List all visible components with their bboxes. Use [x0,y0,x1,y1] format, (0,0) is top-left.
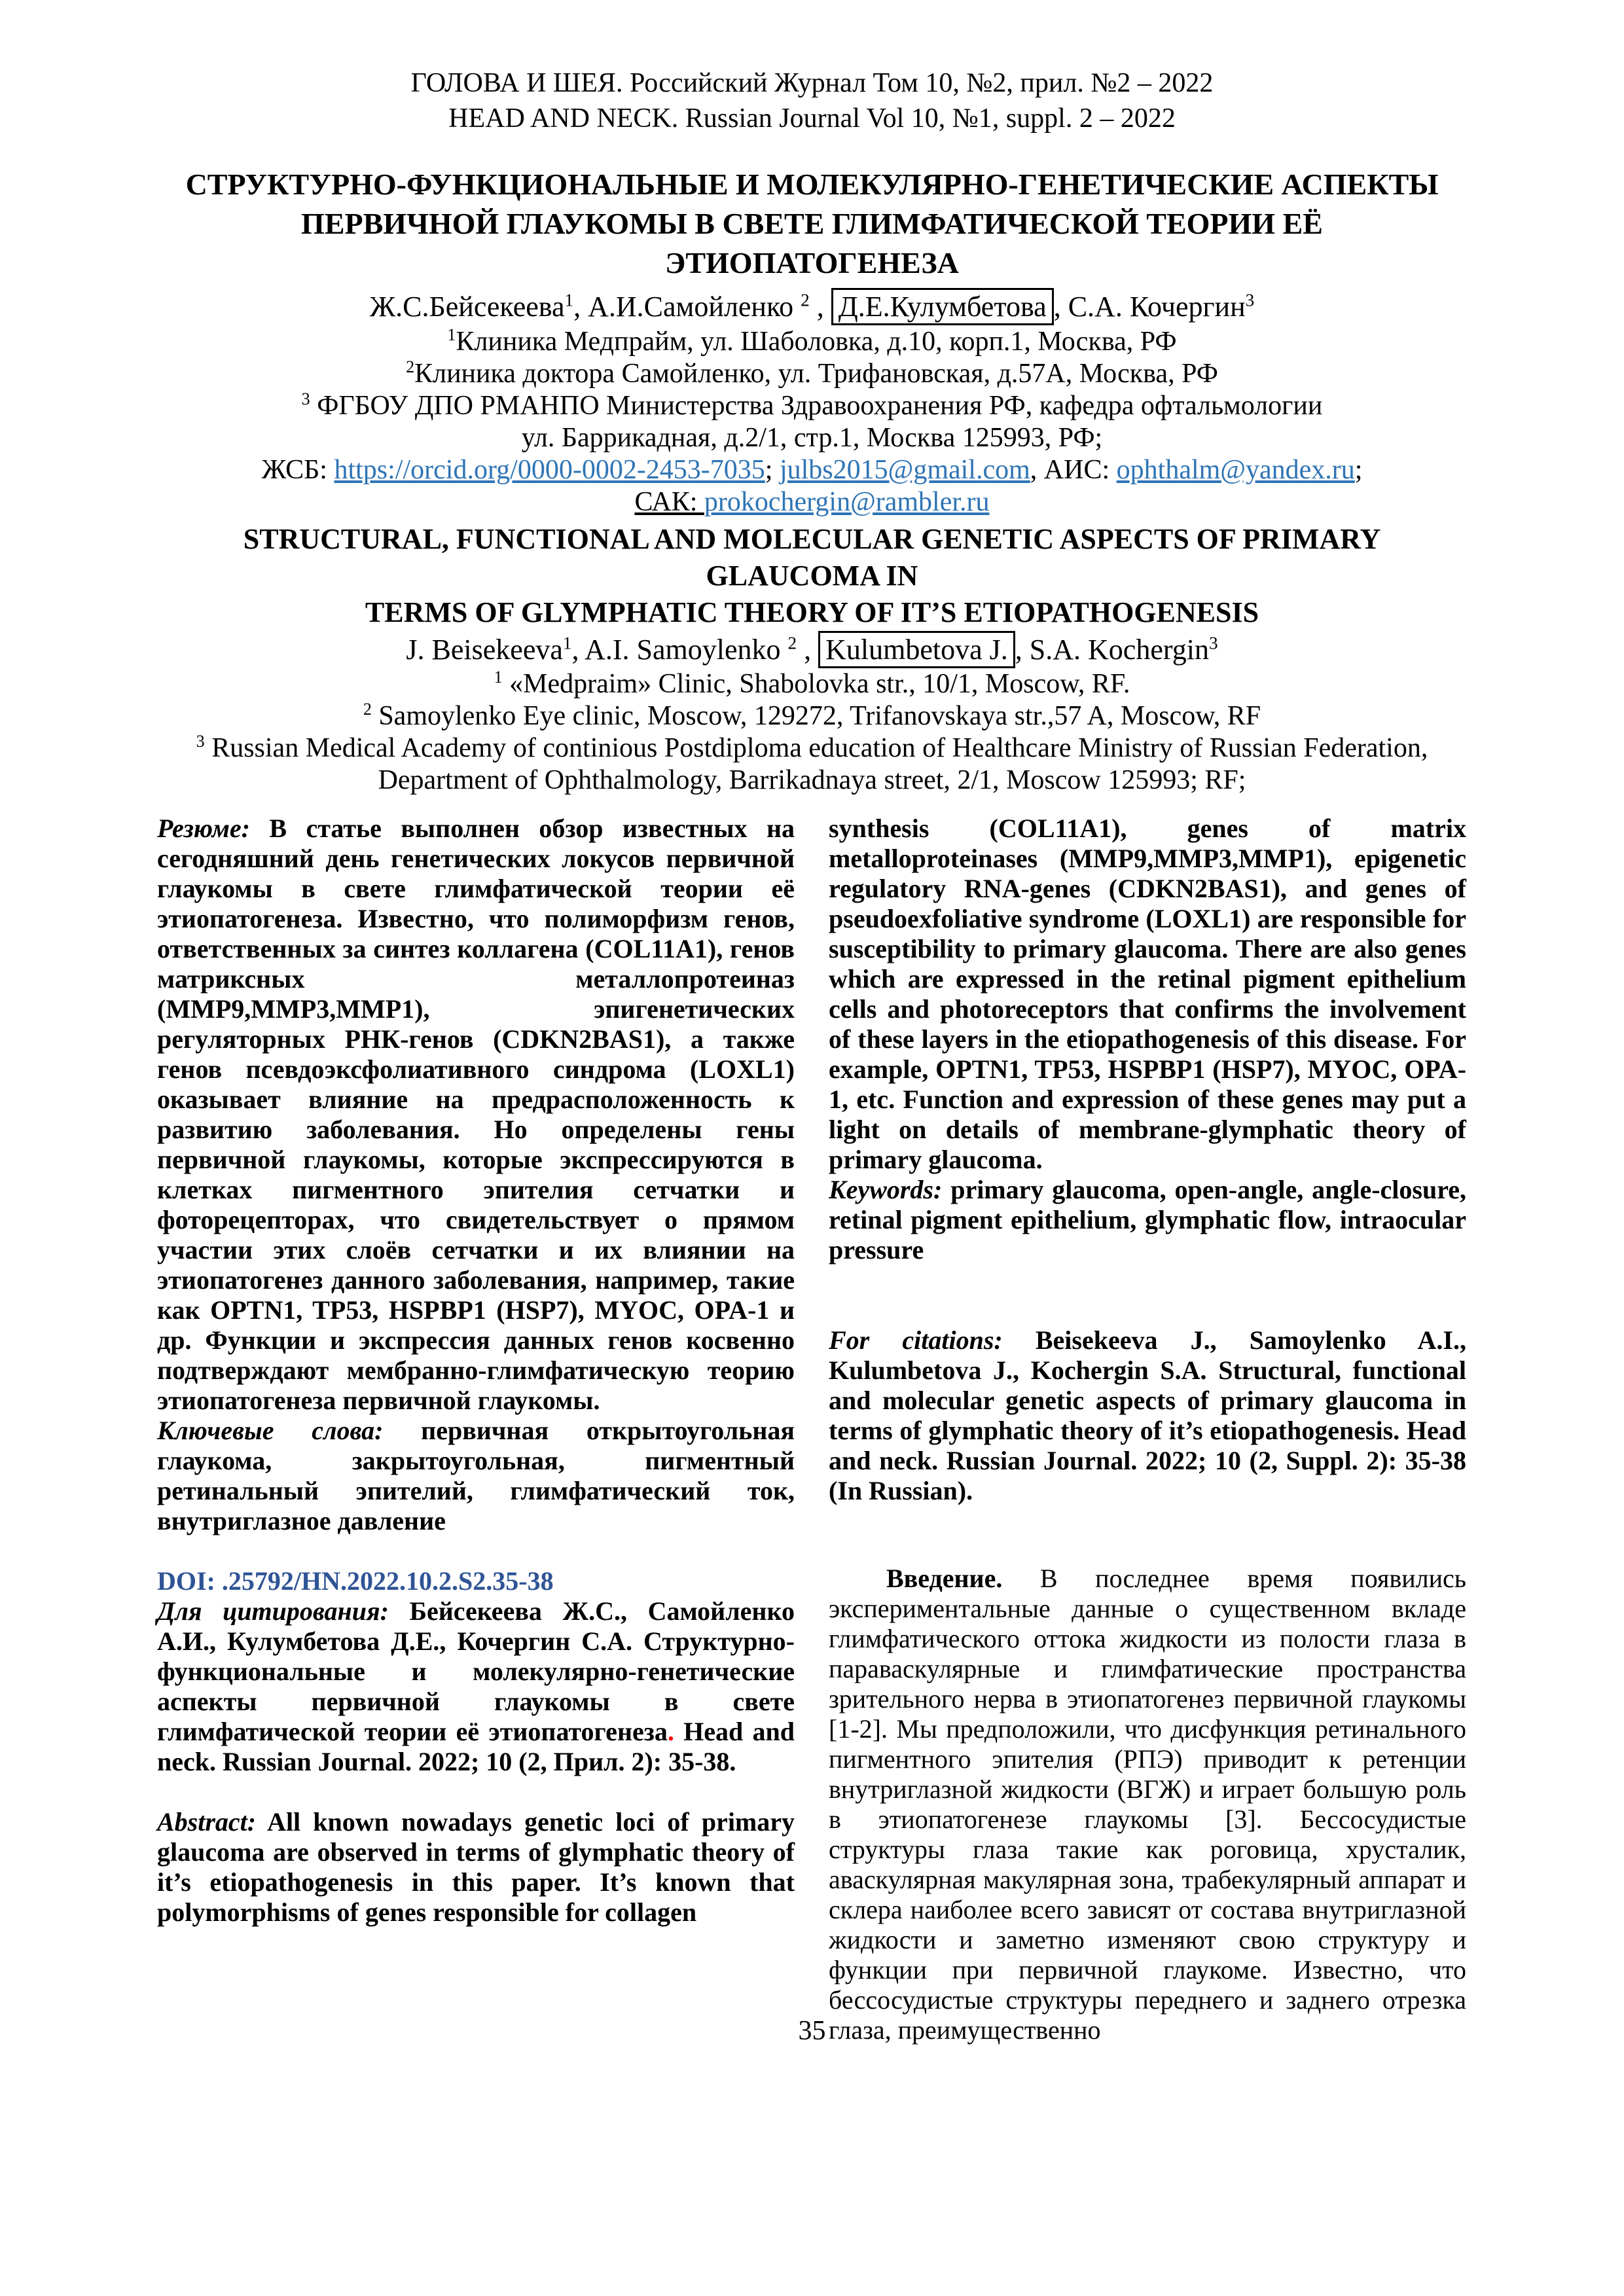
abstract-en-continuation: synthesis (COL11A1), genes of matrix metalloproteinases (MMP9,MMP3,MMP1), epigenetic regulatory RNA-genes (CDKN2BAS1), and genes of pseudoexfoliative syndrome (LOXL1) are responsible for susceptibility to primary glaucoma. There are also genes which are expressed in the retinal pigment epithelium cells and photoreceptors that confirms the involvement of these layers in the etiopathogenesis of this disease. For example, OPTN1, TP53, HSPBP1 (HSP7), MYOC, OPA-1, etc. Function and expression of these genes may put a light on details of membrane-glymphatic theory of primary glaucoma. [829,814,1466,1174]
article-title-ru [157,165,1467,283]
abstract-en-paragraph [157,1807,795,1928]
two-column-body [157,814,1467,2045]
affiliation-ru-3-address [157,422,1467,454]
citation-en-text: Beisekeeva J., Samoylenko A.I., Kulumbetova J., Kochergin S.A. Structural, functional and molecular genetic aspects of primary glaucoma in terms of glymphatic theory of it’s etiopathogenesis. Head and neck. Russian Journal. 2022; 10 (2, Suppl. 2): 35-38 (In Russian). [829,1325,1466,1505]
authors-en-separator: , [571,634,585,666]
orcid-link[interactable]: https://orcid.org/0000-0002-2453-7035 [334,455,765,485]
abstract-en-label: Abstract: [157,1807,257,1837]
affiliation-ru-1 [157,326,1467,358]
abstract-ru-label: Резюме: [157,814,250,843]
email-link-ophthalm[interactable]: ophthalm@yandex.ru [1116,455,1355,485]
authors-ru-separator: , [573,291,588,323]
affiliation-ru-1-mark: 1 [447,325,456,344]
authors-en-separator: , [1015,634,1030,666]
citation-en-paragraph [829,1325,1466,1506]
introduction-label: Введение. [886,1564,1003,1593]
contacts-tail: ; [1354,455,1363,485]
affiliation-ru-2-mark: 2 [406,357,415,376]
author-en-kochergin: S.A. Kochergin [1029,634,1209,666]
left-column [157,814,795,2045]
affiliation-ru-3-address-text: ул. Баррикадная, д.2/1, стр.1, Москва 125993, РФ; [521,423,1103,453]
affiliation-en-1-text: «Medpraim» Clinic, Shabolovka str., 10/1, Moscow, RF. [502,669,1130,699]
author-en-beisekeeva-affil-mark: 1 [562,633,572,653]
orcid-label: ЖСБ: [261,455,334,485]
contacts-line-1 [157,454,1467,486]
article-title-ru-line1: СТРУКТУРНО-ФУНКЦИОНАЛЬНЫЕ И МОЛЕКУЛЯРНО-ГЕНЕТИЧЕСКИЕ АСПЕКТЫ [185,168,1439,201]
citation-ru-label: Для цитирования: [157,1596,389,1626]
author-ru-kochergin-affil-mark: 3 [1245,290,1255,310]
citation-ru-paragraph [157,1596,795,1777]
citation-en-label: For citations: [829,1325,1003,1355]
contacts-line-2 [157,486,1467,518]
keywords-en-paragraph [829,1175,1466,1265]
abstract-ru-text: В статье выполнен обзор известных на сегодняшний день генетических локусов первичной глаукомы в свете глимфатической теории её этиопатогенеза. Известно, что полиморфизм генов, ответственных за синтез коллагена (COL11A1), генов матриксных металлопротеиназ (MMP9,MMP3,MMP1), эпигенетических регуляторных РНК-генов (CDKN2BAS1), а также генов псевдоэксфолиативного синдрома (LOXL1) оказывает влияние на предрасположенность к развитию заболевания. Но определены гены первичной глаукомы, которые экспрессируются в клетках пигментного эпителия сетчатки и фоторецепторах, что свидетельствует о прямом участии этих слоёв сетчатки и их влиянии на этиопатогенез данного заболевания, например, такие как OPTN1, TP53, HSPBP1 (HSP7), MYOC, OPA-1 и др. Функции и экспрессия данных генов косвенно подтверждают мембранно-глимфатическую теорию этиопатогенеза первичной глаукомы. [157,814,795,1415]
journal-header [157,65,1467,136]
article-title-en [157,521,1467,631]
citation-ru-tail: Head and neck. Russian Journal. 2022; 10 (2, Прил. 2): 35-38. [157,1717,795,1776]
affiliation-ru-3-text: ФГБОУ ДПО РМАНПО Министерства Здравоохранения РФ, кафедра офтальмологии [310,391,1323,421]
authors-en [157,631,1467,668]
affiliation-en-3-address-text: Department of Ophthalmology, Barrikadnaya street, 2/1, Moscow 125993; RF; [378,765,1246,795]
affiliation-en-1 [157,668,1467,700]
contacts-separator: , [1030,455,1044,485]
affiliation-ru-2-text: Клиника доктора Самойленко, ул. Трифановская, д.57А, Москва, РФ [414,359,1218,389]
affiliation-en-3 [157,732,1467,764]
journal-header-en: HEAD AND NECK. Russian Journal Vol 10, №1, suppl. 2 – 2022 [448,103,1176,134]
author-ru-beisekeeva: Ж.С.Бейсекеева [369,291,565,323]
affiliation-en-3-mark: 3 [196,732,205,751]
author-en-beisekeeva: J. Beisekeeva [406,634,563,666]
keywords-ru-text: первичная открытоугольная глаукома, закрытоугольная, пигментный ретинальный эпителий, глимфатический ток, внутриглазное давление [157,1416,795,1535]
authors-ru-separator: , [1053,291,1068,323]
email-link-julbs[interactable]: julbs2015@gmail.com [779,455,1030,485]
keywords-en-text: primary glaucoma, open-angle, angle-closure, retinal pigment epithelium, glymphatic flow, intraocular pressure [829,1175,1466,1265]
article-title-ru-line2: ПЕРВИЧНОЙ ГЛАУКОМЫ В СВЕТЕ ГЛИМФАТИЧЕСКОЙ ТЕОРИИ ЕЁ ЭТИОПАТОГЕНЕЗА [301,207,1323,279]
doi-line: DOI: .25792/HN.2022.10.2.S2.35-38 [157,1566,554,1596]
author-ru-kulumbetova-boxed: Д.Е.Кулумбетова [831,288,1054,325]
author-en-samoylenko: A.I. Samoylenko [585,634,788,666]
authors-en-separator: , [797,634,819,666]
author-ru-samoylenko-affil-mark: 2 [801,290,810,310]
abstract-ru-paragraph [157,814,795,1416]
sak-label: САК: [634,487,704,517]
citation-ru-red-period: . [667,1717,674,1746]
affiliation-en-2 [157,700,1467,732]
author-ru-beisekeeva-affil-mark: 1 [564,290,574,310]
journal-header-ru: ГОЛОВА И ШЕЯ. Российский Журнал Том 10, №2, прил. №2 – 2022 [410,68,1214,98]
abstract-en-text: All known nowadays genetic loci of primary glaucoma are observed in terms of glymphatic theory of it’s etiopathogenesis in this paper. It’s known that polymorphisms of genes responsible for collagen [157,1807,795,1927]
affiliation-en-2-text: Samoylenko Eye clinic, Moscow, 129272, Trifanovskaya str.,57 A, Moscow, RF [371,701,1261,731]
email-link-prokochergin[interactable]: prokochergin@rambler.ru [704,487,990,517]
author-ru-kochergin: С.А. Кочергин [1068,291,1246,323]
affiliation-en-3-text: Russian Medical Academy of continious Postdiploma education of Healthcare Ministry of Russian Federation, [204,733,1428,763]
affiliation-en-2-mark: 2 [363,700,372,719]
article-title-en-line1: STRUCTURAL, FUNCTIONAL AND MOLECULAR GENETIC ASPECTS OF PRIMARY GLAUCOMA IN [243,523,1381,592]
affiliation-en-1-mark: 1 [494,668,503,687]
affiliation-ru-3-mark: 3 [301,389,310,408]
author-ru-samoylenko: А.И.Самойленко [588,291,801,323]
contacts-separator: ; [765,455,780,485]
affiliation-ru-3 [157,390,1467,422]
citation-ru-text: Бейсекеева Ж.С., Самойленко А.И., Кулумбетова Д.Е., Кочергин С.А. Структурно-функциональные и молекулярно-генетические аспекты первичной глаукомы в свете глимфатической теории её этиопатогенеза [157,1596,795,1746]
keywords-ru-label: Ключевые слова: [157,1416,384,1445]
ais-label: АИС: [1043,455,1117,485]
keywords-en-label: Keywords: [829,1175,943,1204]
article-title-en-line2: TERMS OF GLYMPHATIC THEORY OF IT’S ETIOPATHOGENESIS [365,596,1259,628]
author-en-samoylenko-affil-mark: 2 [787,633,797,653]
affiliation-ru-2 [157,358,1467,390]
right-column [829,814,1466,2045]
affiliation-en-3-address [157,764,1467,797]
introduction-paragraph [829,1564,1466,2045]
author-en-kulumbetova-boxed: Kulumbetova J. [818,631,1015,668]
authors-ru [157,288,1467,326]
page-number: 35 [798,2016,826,2046]
author-en-kochergin-affil-mark: 3 [1208,633,1218,653]
affiliation-ru-1-text: Клиника Медпрайм, ул. Шаболовка, д.10, корп.1, Москва, РФ [456,327,1177,357]
authors-ru-separator: , [809,291,831,323]
keywords-ru-paragraph [157,1416,795,1536]
introduction-text: В последнее время появились экспериментальные данные о существенном вкладе глимфатического оттока жидкости из полости глаза в параваскулярные и глимфатические пространства зрительного нерва в этиопатогенез первичной глаукомы [1-2]. Мы предположили, что дисфункция ретинального пигментного эпителия (РПЭ) приводит к ретенции внутриглазной жидкости (ВГЖ) и играет большую роль в этиопатогенезе глаукомы [3]. Бессосудистые структуры глаза такие как роговица, хрусталик, аваскулярная макулярная зона, трабекулярный аппарат и склера наиболее всего зависят от состава внутриглазной жидкости и заметно изменяют свою структуру и функции при первичной глаукоме. Известно, что бессосудистые структуры переднего и заднего отрезка глаза, преимущественно [829,1564,1466,2045]
